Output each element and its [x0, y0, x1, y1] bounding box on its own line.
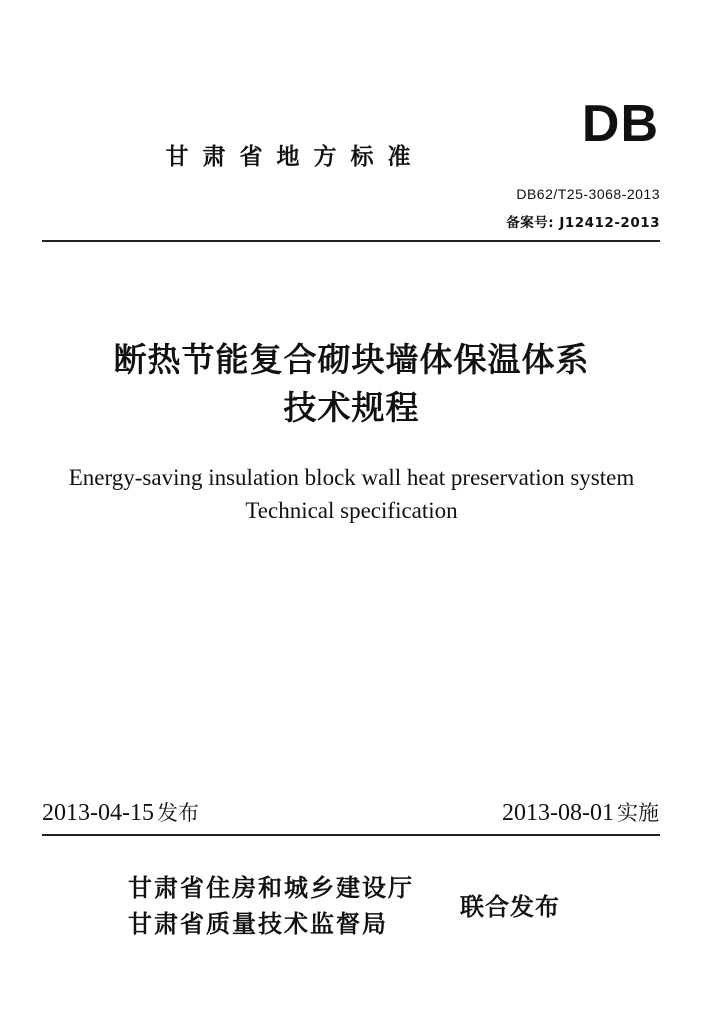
- bottom-divider: [42, 834, 660, 836]
- title-chinese-line-1: 断热节能复合砌块墙体保温体系: [113, 340, 590, 379]
- issue-date-value: 2013-04-15: [42, 800, 154, 826]
- issue-date-label: 发布: [156, 801, 199, 825]
- title-english-line-2: Technical specification: [245, 498, 458, 523]
- implementation-date-value: 2013-08-01: [502, 800, 614, 826]
- joint-issue-label: 联合发布: [460, 893, 560, 921]
- filing-number: 备案号: J12412-2013: [506, 215, 660, 231]
- issuer-org-1: 甘肃省住房和城乡建设厅: [128, 874, 414, 902]
- title-chinese-line-2: 技术规程: [283, 388, 420, 427]
- region-standard-heading: 甘肃省地方标准: [165, 144, 425, 170]
- top-divider: [42, 240, 660, 242]
- issue-date: [42, 797, 199, 827]
- issuer-org-2: 甘肃省质量技术监督局: [128, 910, 388, 938]
- implementation-date-label: 实施: [617, 801, 659, 825]
- standard-number: DB62/T25-3068-2013: [516, 186, 660, 202]
- db-mark: DB: [581, 95, 659, 153]
- implementation-date: [502, 797, 659, 827]
- title-english-line-1: Energy-saving insulation block wall heat preservation system: [68, 465, 635, 490]
